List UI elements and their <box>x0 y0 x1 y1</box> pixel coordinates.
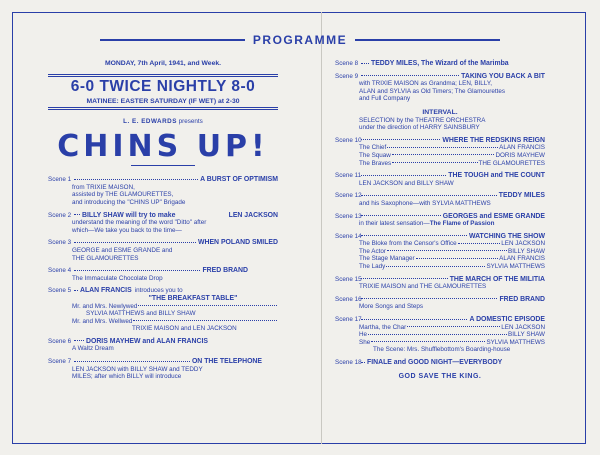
cast-role: Mr. and Mrs. Wellwed <box>72 317 133 325</box>
scene-6-detail <box>48 345 278 353</box>
dot-leader <box>74 340 84 341</box>
scene-14 <box>335 233 545 241</box>
cast-row <box>359 255 545 263</box>
programme-title: PROGRAMME <box>252 33 348 47</box>
scene-3 <box>48 239 278 247</box>
scene-number: Scene 11 <box>335 172 362 180</box>
cast-actor: SYLVIA MATTHEWS <box>486 338 545 346</box>
cast-row <box>359 324 545 332</box>
show-date: MONDAY, 7th April, 1941, and Week. <box>104 60 222 67</box>
scene-setting: The Scene: Mrs. Shufflebottom's Boarding-house <box>373 346 511 354</box>
scene-7 <box>48 358 278 366</box>
scene-title: ON THE TELEPHONE <box>191 358 262 366</box>
interval-detail <box>335 117 545 132</box>
cast-actor: ALAN FRANCIS <box>499 255 545 263</box>
scene-5-detail <box>48 303 278 333</box>
scene-5 <box>48 287 278 295</box>
cast-role: The Lady <box>359 263 386 271</box>
detail-highlight: The Flame of Passion <box>429 220 495 228</box>
scene-10-cast <box>335 144 545 167</box>
scene-title: WHEN POLAND SMILED <box>197 239 278 247</box>
cast-role: The Actor <box>359 247 386 255</box>
detail-line: LEN JACKSON and BILLY SHAW <box>359 179 454 187</box>
scene-title: WATCHING THE SHOW <box>468 232 545 240</box>
scene-number: Scene 13 <box>335 212 362 220</box>
cast-actor: THE GLAMOURETTES <box>478 159 545 167</box>
scene-7-detail <box>48 366 278 381</box>
dot-leader <box>361 75 459 76</box>
scene-13 <box>335 213 545 221</box>
dot-leader <box>361 195 497 196</box>
cast-row <box>359 152 545 160</box>
detail-line: which—We take you back to the time— <box>72 226 182 234</box>
dot-leader <box>407 326 500 327</box>
scene-5-title: "THE BREAKFAST TABLE" <box>148 294 238 302</box>
scene-18 <box>335 359 545 367</box>
scene-3-detail <box>48 247 278 262</box>
cast-actor: TRIXIE MAISON and LEN JACKSON <box>132 325 237 333</box>
detail-line: TRIXIE MAISON and THE GLAMOURETTES <box>359 283 487 291</box>
scene-number: Scene 5 <box>48 287 72 295</box>
detail-line: The Immaculate Chocolate Drop <box>72 274 163 282</box>
cast-actor: ALAN FRANCIS <box>499 144 545 152</box>
scene-number: Scene 8 <box>335 60 359 67</box>
cast-row <box>359 144 545 152</box>
dot-leader <box>74 361 190 362</box>
detail-line: in their latest sensation— <box>359 220 430 228</box>
scene-11-detail <box>335 180 545 188</box>
scene-title: DORIS MAYHEW and ALAN FRANCIS <box>86 337 208 345</box>
scene-13-detail <box>335 220 545 228</box>
scene-4-detail <box>48 275 278 283</box>
scene-1 <box>48 176 278 184</box>
scene-number: Scene 10 <box>335 136 362 144</box>
scene-17-cast <box>335 324 545 354</box>
double-rule-bottom <box>48 107 278 110</box>
scene-number: Scene 14 <box>335 232 362 240</box>
dot-leader <box>361 362 365 363</box>
scene-number: Scene 6 <box>48 337 72 345</box>
dot-leader <box>371 341 485 342</box>
scene-16-detail <box>335 303 545 311</box>
cast-actor: LEN JACKSON <box>501 323 545 331</box>
scene-number: Scene 7 <box>48 358 72 366</box>
detail-line: under the direction of HARRY SAINSBURY <box>359 124 480 132</box>
scene-number: Scene 9 <box>335 72 359 80</box>
twice-nightly: 6-0 TWICE NIGHTLY 8-0 <box>70 77 256 95</box>
cast-row <box>359 263 545 271</box>
detail-line: LEN JACKSON with BILLY SHAW and TEDDY <box>72 365 203 373</box>
scene-number: Scene 16 <box>335 295 362 303</box>
cast-actor: SYLVIA MATTHEWS <box>486 263 545 271</box>
detail-line: A Waltz Dream <box>72 345 114 353</box>
dot-leader <box>74 242 196 243</box>
scene-number: Scene 12 <box>335 192 362 200</box>
cast-row <box>359 160 545 168</box>
cast-role: The Braves <box>359 159 392 167</box>
dot-leader <box>361 298 497 299</box>
detail-line: and introducing the "CHINS UP" Brigade <box>72 198 186 206</box>
scene-12-detail <box>335 200 545 208</box>
dot-leader <box>361 215 441 216</box>
scene-lead: BILLY SHAW will try to make <box>82 211 176 219</box>
scene-6 <box>48 338 278 346</box>
cast-row <box>72 318 278 326</box>
scene-title: FRED BRAND <box>499 295 545 303</box>
detail-line: MILES; after which BILLY will introduce <box>72 373 182 381</box>
header-rule-left <box>100 39 245 40</box>
scene-title: WHERE THE REDSKINS REIGN <box>442 136 545 144</box>
detail-line: ALAN and SYLVIA as Old Timers; The Glamourettes <box>359 87 506 95</box>
scene-17 <box>335 316 545 324</box>
scene-title: TAKING YOU BACK A BIT <box>461 72 545 80</box>
detail-line: from TRIXIE MAISON, <box>72 183 135 191</box>
scene-title: A BURST OF OPTIMISM <box>200 176 278 184</box>
scene-2-detail <box>48 219 278 234</box>
scene-11 <box>335 172 545 180</box>
scene-title: A DOMESTIC EPISODE <box>469 316 545 324</box>
dot-leader <box>74 179 198 180</box>
scene-number: Scene 17 <box>335 316 362 324</box>
scene-number: Scene 1 <box>48 176 72 184</box>
cast-actor: BILLY SHAW <box>508 247 545 255</box>
scene-15-detail <box>335 283 545 291</box>
cast-row <box>359 248 545 256</box>
scene-lead: ALAN FRANCIS <box>80 287 132 295</box>
cast-actor: DORIS MAYHEW <box>495 151 545 159</box>
scene-title: THE TOUGH and THE COUNT <box>448 172 545 180</box>
detail-line: SELECTION by the THEATRE ORCHESTRA <box>359 116 486 124</box>
matinee-info: MATINEE: EASTER SATURDAY (IF WET) at 2-30 <box>86 97 240 105</box>
dot-leader <box>387 250 507 251</box>
cast-role: She <box>359 338 371 346</box>
detail-line: understand the meaning of the word "Ditto" after <box>72 219 207 227</box>
scene-number: Scene 3 <box>48 239 72 247</box>
cast-role: The Bloke from the Censor's Office <box>359 240 457 248</box>
dot-leader <box>361 278 448 279</box>
scene-number: Scene 15 <box>335 275 362 283</box>
dot-leader <box>74 214 80 215</box>
scene-4 <box>48 267 278 275</box>
interval-title: INTERVAL. <box>422 108 458 116</box>
detail-line: and Full Company <box>359 95 411 103</box>
cast-role: The Chief <box>359 144 387 152</box>
header-rule-right <box>355 39 500 40</box>
scene-2 <box>48 212 278 220</box>
scene-9 <box>335 73 545 81</box>
dot-leader <box>416 258 498 259</box>
show-title-rule <box>131 165 195 166</box>
presents-line <box>48 118 278 126</box>
presenter-name: L. E. EDWARDS <box>123 117 177 125</box>
scene-number: Scene 2 <box>48 211 72 219</box>
show-title: CHINS UP! <box>57 129 269 165</box>
cast-role: The Squaw <box>359 151 391 159</box>
detail-line: THE GLAMOURETTES <box>72 254 139 262</box>
detail-line: with TRIXIE MAISON as Grandma; LEN, BILLY, <box>359 80 492 88</box>
dot-leader <box>386 266 485 267</box>
scene-title: TEDDY MILES, The Wizard of the Marimba <box>371 60 509 67</box>
detail-line: GEORGE and ESME GRANDE and <box>72 246 173 254</box>
dot-leader <box>74 270 200 271</box>
cast-row <box>359 339 545 347</box>
dot-leader <box>361 235 467 236</box>
cast-role: Martha, the Char <box>359 323 407 331</box>
dot-leader <box>387 147 498 148</box>
scene-9-detail <box>335 80 545 103</box>
cast-role: The Stage Manager <box>359 255 415 263</box>
presents-word: presents <box>178 117 203 125</box>
detail-line: More Songs and Steps <box>359 303 424 311</box>
cast-actor: SYLVIA MATTHEWS and BILLY SHAW <box>86 310 196 318</box>
dot-leader <box>361 175 446 176</box>
scene-lead-suffix: introduces you to <box>134 287 183 295</box>
detail-line: assisted by THE GLAMOURETTES, <box>72 191 174 199</box>
left-column <box>48 60 278 381</box>
scene-title: TEDDY MILES <box>498 192 545 200</box>
programme-header <box>100 32 500 48</box>
scene-title: THE MARCH OF THE MILITIA <box>449 275 545 283</box>
cast-role: Mr. and Mrs. Newlywed <box>72 302 138 310</box>
closing-anthem: GOD SAVE THE KING. <box>398 372 482 380</box>
scene-number: Scene 18 <box>335 359 362 366</box>
dot-leader <box>74 290 78 291</box>
scene-16 <box>335 296 545 304</box>
scene-title: FINALE and GOOD NIGHT—EVERYBODY <box>367 359 503 366</box>
cast-row <box>359 331 545 339</box>
right-column <box>335 60 545 380</box>
scene-8 <box>335 60 545 68</box>
cast-actor: BILLY SHAW <box>508 331 545 339</box>
cast-role: He <box>359 331 368 339</box>
page-fold <box>321 12 322 444</box>
scene-14-cast <box>335 240 545 270</box>
dot-leader <box>361 319 467 320</box>
scene-1-detail <box>48 184 278 207</box>
detail-line: and his Saxophone—with SYLVIA MATTHEWS <box>359 199 491 207</box>
scene-10 <box>335 137 545 145</box>
cast-row <box>72 303 278 311</box>
dot-leader <box>458 243 501 244</box>
dot-leader <box>392 154 495 155</box>
cast-actor: LEN JACKSON <box>501 240 545 248</box>
dot-leader <box>133 320 277 321</box>
dot-leader <box>361 63 369 64</box>
cast-row <box>359 240 545 248</box>
dot-leader <box>138 305 277 306</box>
dot-leader <box>392 162 477 163</box>
scene-title: GEORGES and ESME GRANDE <box>442 212 545 220</box>
scene-number: Scene 4 <box>48 267 72 275</box>
dot-leader <box>368 334 507 335</box>
scene-15 <box>335 276 545 284</box>
scene-12 <box>335 192 545 200</box>
scene-title: LEN JACKSON <box>228 211 278 219</box>
dot-leader <box>361 139 440 140</box>
scene-title: FRED BRAND <box>202 267 248 275</box>
